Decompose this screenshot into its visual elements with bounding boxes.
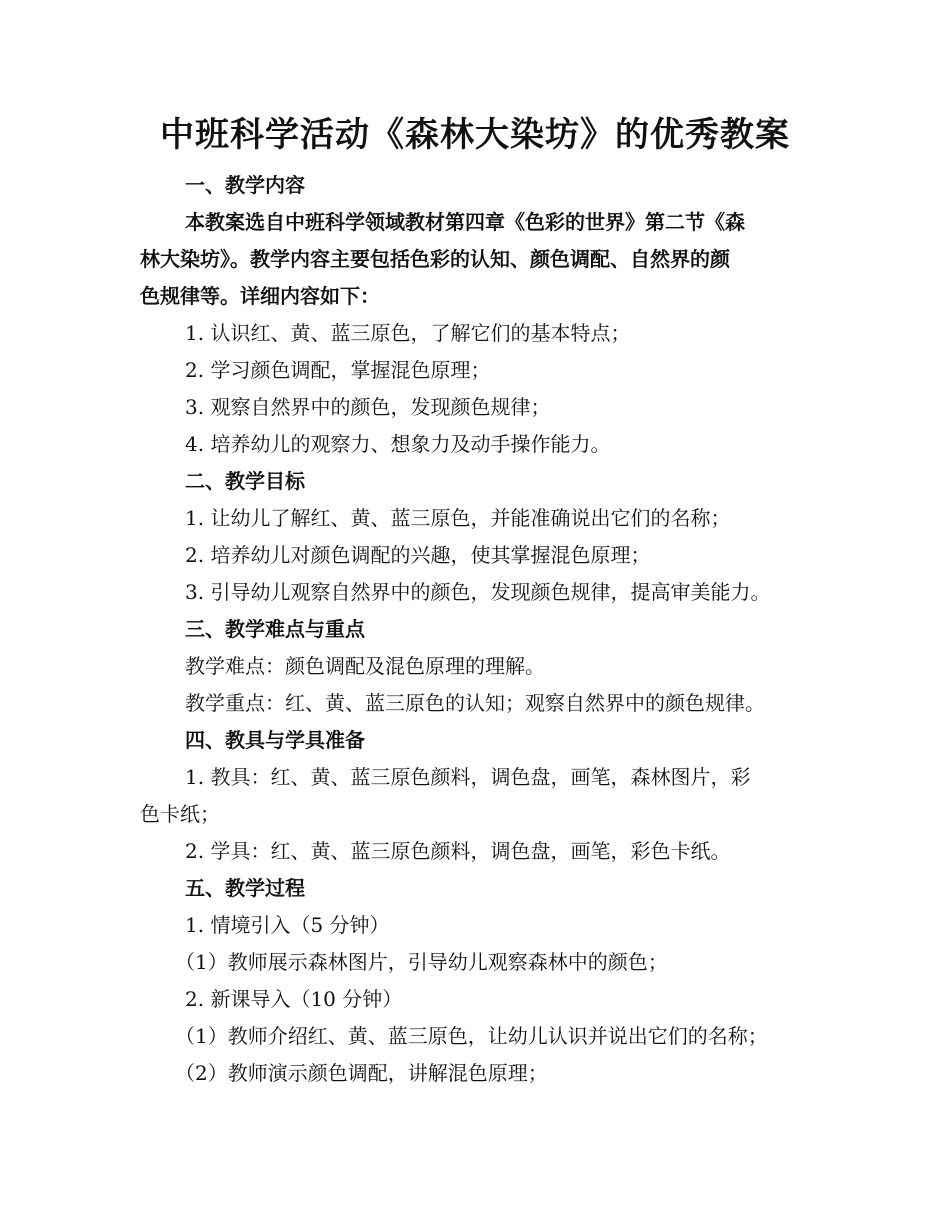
list-item: 教学重点：红、黄、蓝三原色的认知；观察自然界中的颜色规律。 (185, 691, 765, 715)
list-item: 1. 教具：红、黄、蓝三原色颜料，调色盘，画笔，森林图片，彩 (185, 765, 751, 789)
section-heading-content: 一、教学内容 (185, 173, 305, 197)
section-intro-line: 林大染坊》。教学内容主要包括色彩的认知、颜色调配、自然界的颜 (140, 247, 730, 271)
list-item: 3. 引导幼儿观察自然界中的颜色，发现颜色规律，提高审美能力。 (185, 580, 771, 604)
document-title: 中班科学活动《森林大染坊》的优秀教案 (160, 115, 790, 155)
list-item-continuation: 色卡纸； (140, 802, 220, 826)
list-item: 2. 新课导入（10 分钟） (185, 987, 403, 1011)
section-heading-objectives: 二、教学目标 (185, 469, 305, 493)
list-item: 1. 情境引入（5 分钟） (185, 913, 390, 937)
section-intro-line: 本教案选自中班科学领域教材第四章《色彩的世界》第二节《森 (185, 210, 745, 234)
list-item: 3. 观察自然界中的颜色，发现颜色规律； (185, 395, 551, 419)
section-heading-process: 五、教学过程 (185, 876, 305, 900)
list-item: 4. 培养幼儿的观察力、想象力及动手操作能力。 (185, 432, 611, 456)
list-item: （2）教师演示颜色调配，讲解混色原理； (175, 1061, 548, 1085)
section-heading-materials: 四、教具与学具准备 (185, 728, 365, 752)
list-item: 2. 学具：红、黄、蓝三原色颜料，调色盘，画笔，彩色卡纸。 (185, 839, 731, 863)
section-intro-line: 色规律等。详细内容如下： (140, 284, 380, 308)
list-item: 教学难点：颜色调配及混色原理的理解。 (185, 654, 545, 678)
list-item: 2. 学习颜色调配，掌握混色原理； (185, 358, 491, 382)
list-item: 1. 认识红、黄、蓝三原色，了解它们的基本特点； (185, 321, 631, 345)
list-item: 2. 培养幼儿对颜色调配的兴趣，使其掌握混色原理； (185, 543, 651, 567)
list-item: （1）教师展示森林图片，引导幼儿观察森林中的颜色； (175, 950, 668, 974)
section-heading-key-points: 三、教学难点与重点 (185, 617, 365, 641)
list-item: 1. 让幼儿了解红、黄、蓝三原色，并能准确说出它们的名称； (185, 506, 731, 530)
list-item: （1）教师介绍红、黄、蓝三原色，让幼儿认识并说出它们的名称； (175, 1024, 768, 1048)
